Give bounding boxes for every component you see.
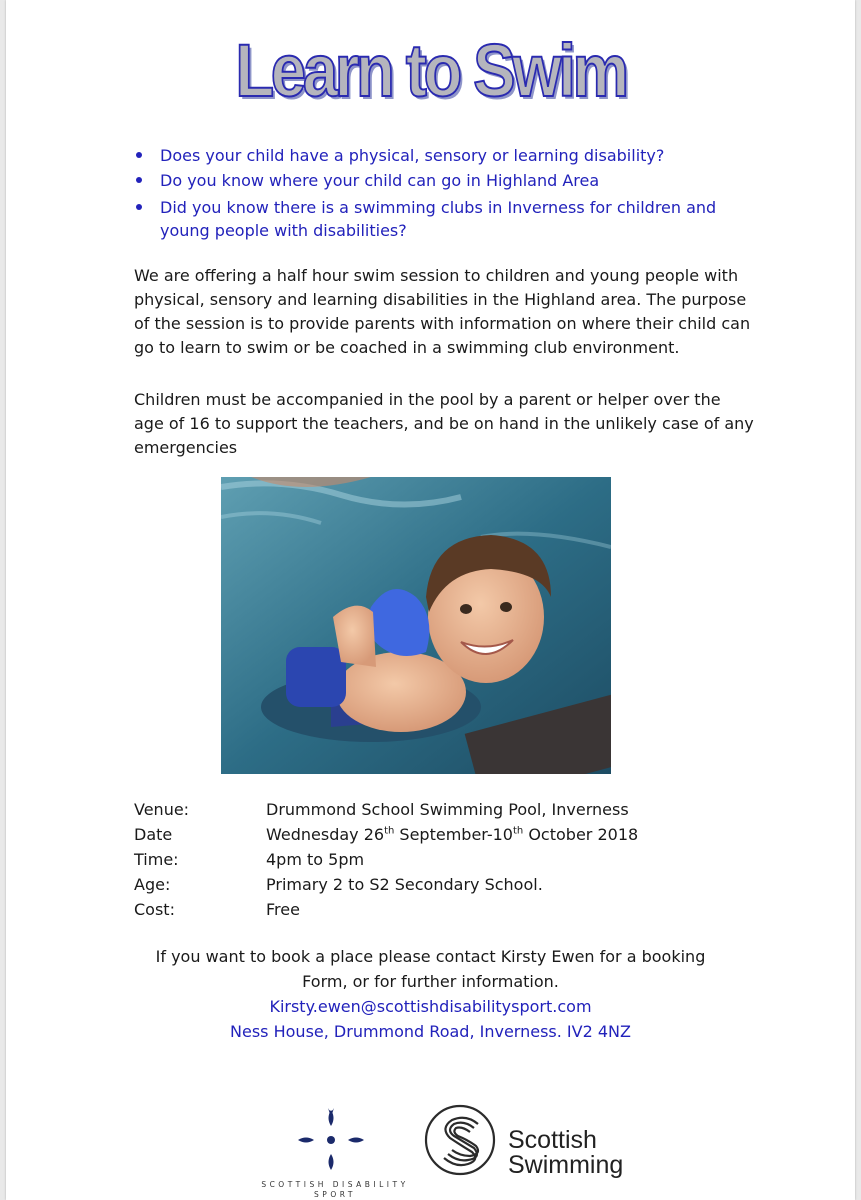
bullet-item: Do you know where your child can go in Highland Area [132,169,752,192]
scottish-swimming-mark-icon [416,1100,506,1180]
contact-block [6,944,855,1044]
session-details [134,797,754,922]
bullet-dot-icon [136,204,142,210]
date-value: Wednesday 26th September-10th October 2018 [266,825,639,844]
date-label: Date [134,825,173,844]
age-label: Age: [134,875,171,894]
bullet-item: Does your child have a physical, sensory or learning disability? [132,144,752,167]
supervision-paragraph: Children must be accompanied in the pool by a parent or helper over the age of 16 to support the teachers, and be on hand in the unlikely case of any emergencies [134,390,754,457]
venue-row [134,797,754,822]
venue-value: Drummond School Swimming Pool, Inverness [266,800,629,819]
cost-row [134,897,754,922]
cost-value: Free [266,900,300,919]
bullet-item: Did you know there is a swimming clubs in Inverness for children and young people with disabilities? [132,196,752,242]
time-row [134,847,754,872]
contact-address: Ness House, Drummond Road, Inverness. IV2 4NZ [230,1022,631,1041]
age-row [134,872,754,897]
venue-label: Venue: [134,800,190,819]
ss-logo-text: Scottish Swimming [508,1126,624,1179]
sds-logo-text: SCOTTISH DISABILITY SPORT [261,1180,409,1199]
contact-line-1: If you want to book a place please contact Kirsty Ewen for a booking [155,947,706,966]
time-label: Time: [134,850,179,869]
scottish-swimming-logo [416,1100,676,1180]
cost-label: Cost: [134,900,175,919]
scottish-disability-sport-logo [250,1100,420,1200]
intro-paragraph: We are offering a half hour swim session to children and young people with physical, sensory and learning disabilities in the Highland area. The purpose of the session is to provide parents with information on where their child can go to learn to swim or be coached in a swimming club environment. [134,266,751,357]
contact-email-link[interactable]: Kirsty.ewen@scottishdisabilitysport.com [269,997,592,1016]
age-value: Primary 2 to S2 Secondary School. [266,875,543,894]
flyer-page [6,0,855,1200]
sds-star-icon [298,1108,364,1170]
bullet-list [132,144,752,244]
contact-line-2: Form, or for further information. [302,972,559,991]
bullet-dot-icon [136,177,142,183]
bullet-dot-icon [136,152,142,158]
date-row [134,822,754,847]
time-value: 4pm to 5pm [266,850,365,869]
flyer-title: Learn to Swim [235,29,626,112]
child-swimming-photo [221,477,611,774]
